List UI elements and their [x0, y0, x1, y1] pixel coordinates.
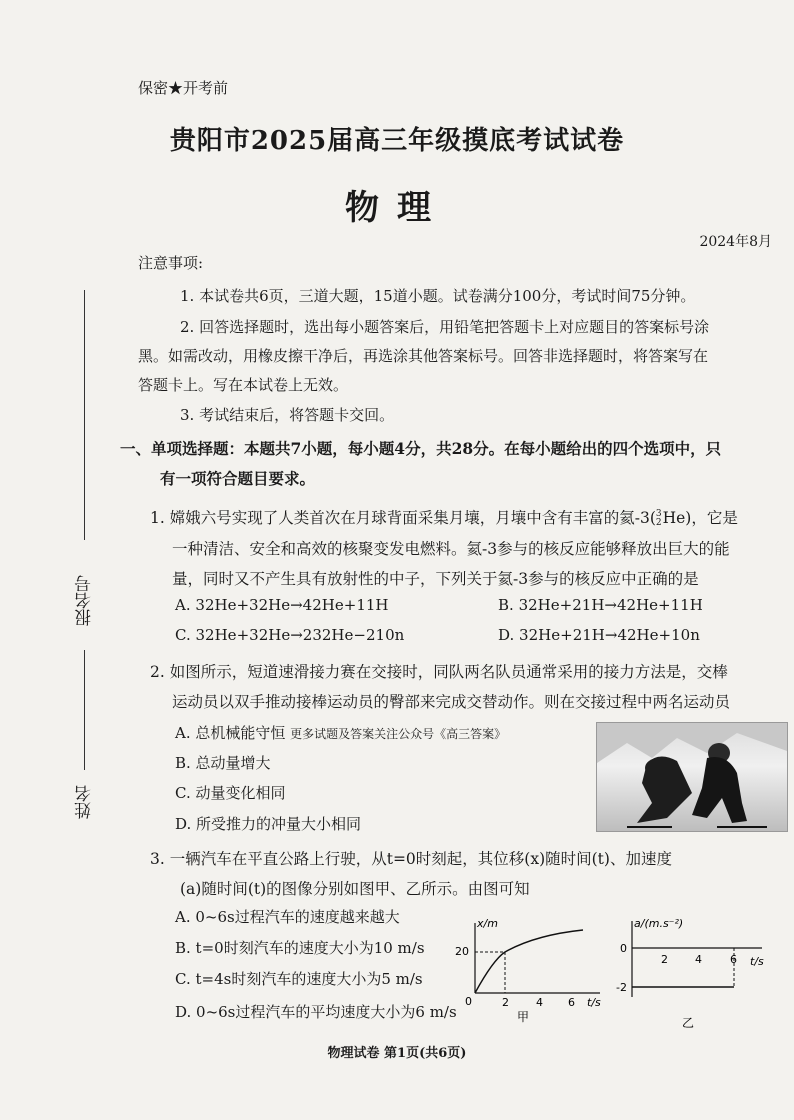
q2-option-d: D. 所受推力的冲量大小相同	[175, 815, 362, 833]
notice-item-2a: 2. 回答选择题时，选出每小题答案后，用铅笔把答题卡上对应题目的答案标号涂	[180, 318, 710, 336]
exam-date: 2024年8月	[699, 234, 772, 250]
graph-jia-caption: 甲	[517, 1010, 530, 1024]
graph-yi-xtick-6: 6	[730, 953, 737, 966]
graph-jia-origin: 0	[465, 995, 472, 1008]
margin-id-label: 报名号	[75, 575, 95, 626]
q2-line-2: 运动员以双手推动接棒运动员的臀部来完成交替动作。则在交接过程中两名运动员	[172, 693, 731, 711]
q3-option-c: C. t=4s时刻汽车的速度大小为5 m/s	[175, 970, 423, 988]
graph-yi	[612, 915, 782, 1030]
q1-option-c: C. 32He+32He→232He−210n	[175, 626, 405, 644]
subject-title: 物理	[345, 188, 449, 228]
q1-line-1	[150, 506, 738, 528]
graph-jia-curve	[475, 930, 583, 993]
margin-line-id	[84, 290, 85, 540]
speed-skating-photo	[596, 722, 788, 832]
q2-option-a: A. 总机械能守恒 更多试题及答案关注公众号《高三答案》	[175, 724, 507, 742]
exam-title: 贵阳市2025届高三年级摸底考试试卷	[169, 126, 625, 156]
graph-jia	[455, 915, 605, 1025]
page-footer: 物理试卷 第1页(共6页)	[327, 1046, 467, 1061]
notice-item-3: 3. 考试结束后，将答题卡交回。	[180, 406, 395, 424]
q3-line-2: (a)随时间(t)的图像分别如图甲、乙所示。由图可知	[180, 880, 530, 898]
graph-yi-y0: 0	[620, 942, 627, 955]
q1-line-3: 量，同时又不产生具有放射性的中子，下列关于氦-3参与的核反应中正确的是	[172, 570, 699, 588]
graph-jia-xlabel: t/s	[587, 996, 601, 1009]
q3-line-1: 3. 一辆汽车在平直公路上行驶，从t=0时刻起，其位移(x)随时间(t)、加速度	[150, 850, 672, 868]
q1-option-b: B. 32He+21H→42He+11H	[498, 596, 703, 614]
q2-option-b: B. 总动量增大	[175, 754, 271, 772]
confidential-label: 保密★开考前	[138, 79, 229, 97]
notice-item-1: 1. 本试卷共6页，三道大题，15道小题。试卷满分100分，考试时间75分钟。	[180, 287, 696, 305]
graph-jia-ytick: 20	[455, 945, 469, 958]
graph-yi-xlabel: t/s	[750, 955, 764, 968]
section-1-heading-2: 有一项符合题目要求。	[160, 469, 316, 488]
graph-yi-ym2: -2	[616, 981, 627, 994]
q3-option-b: B. t=0时刻汽车的速度大小为10 m/s	[175, 939, 425, 957]
q1-line-2: 一种清洁、安全和高效的核聚变发电燃料。氦-3参与的核反应能够释放出巨大的能	[172, 540, 730, 558]
graph-jia-xtick-2: 2	[502, 996, 509, 1009]
ad-text: 更多试题及答案关注公众号《高三答案》	[290, 727, 507, 741]
notice-item-2c: 答题卡上。写在本试卷上无效。	[138, 376, 349, 394]
graph-jia-xtick-6: 6	[568, 996, 575, 1009]
graph-yi-xtick-2: 2	[661, 953, 668, 966]
q1-text-a: 1. 嫦娥六号实现了人类首次在月球背面采集月壤，月壤中含有丰富的氦-3(	[150, 509, 656, 527]
margin-line-name	[84, 650, 85, 770]
graph-yi-ylabel: a/(m.s⁻²)	[634, 917, 684, 930]
section-1-heading: 一、单项选择题：本题共7小题，每小题4分，共28分。在每小题给出的四个选项中，只	[120, 439, 722, 458]
graph-yi-xtick-4: 4	[695, 953, 702, 966]
graph-jia-ylabel: x/m	[477, 917, 498, 930]
q1-option-d: D. 32He+21H→42He+10n	[498, 626, 700, 644]
notice-item-2b: 黑。如需改动，用橡皮擦干净后，再选涂其他答案标号。回答非选择题时，将答案写在	[138, 347, 709, 365]
graph-jia-xtick-4: 4	[536, 996, 543, 1009]
q2-line-1: 2. 如图所示，短道速滑接力赛在交接时，同队两名队员通常采用的接力方法是，交棒	[150, 663, 728, 681]
q1-text-b: He)，它是	[662, 509, 738, 527]
nuclide-he3: 3 2	[655, 509, 662, 528]
q3-option-a: A. 0~6s过程汽车的速度越来越大	[175, 908, 400, 926]
q3-option-d: D. 0~6s过程汽车的平均速度大小为6 m/s	[175, 1003, 457, 1021]
notice-title: 注意事项:	[138, 254, 204, 272]
graph-yi-caption: 乙	[682, 1016, 695, 1030]
q2-option-c: C. 动量变化相同	[175, 784, 286, 802]
q1-option-a: A. 32He+32He→42He+11H	[175, 596, 389, 614]
margin-name-label: 姓名	[75, 785, 95, 819]
